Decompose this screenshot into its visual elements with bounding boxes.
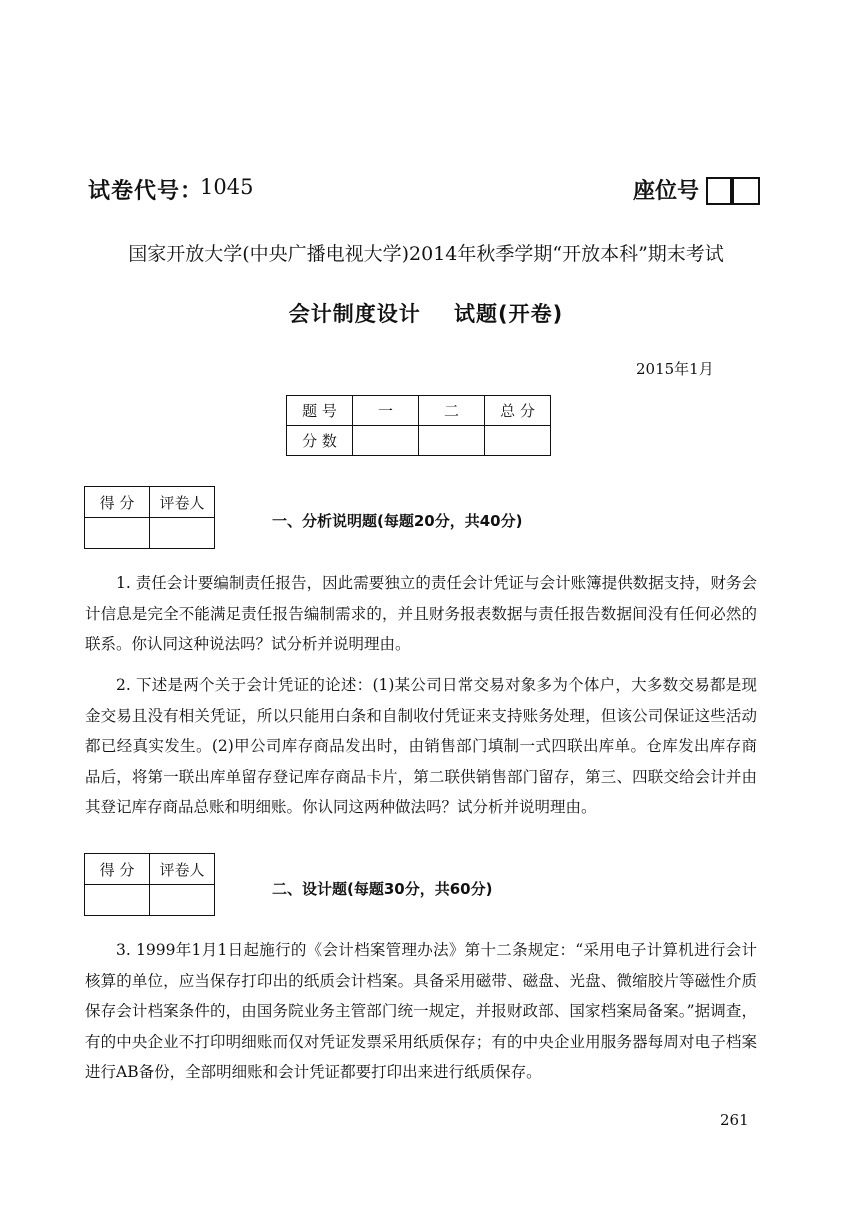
seat-number-label: 座位号 bbox=[633, 179, 700, 204]
table-cell: 一 bbox=[353, 396, 419, 426]
section-title: 一、分析说明题(每题20分，共40分) bbox=[272, 512, 523, 530]
grader-table bbox=[84, 853, 215, 916]
grader-header: 评卷人 bbox=[150, 854, 215, 885]
table-cell bbox=[85, 518, 150, 549]
table-row bbox=[85, 487, 215, 518]
table-cell bbox=[419, 426, 485, 456]
exam-date: 2015年1月 bbox=[636, 360, 714, 378]
seat-number-box bbox=[730, 177, 760, 205]
table-cell: 总 分 bbox=[485, 396, 551, 426]
table-cell bbox=[353, 426, 419, 456]
score-table bbox=[286, 395, 551, 456]
question-text: 2. 下述是两个关于会计凭证的论述：(1)某公司日常交易对象多为个体户，大多数交易都是现金交易且没有相关凭证，所以只能用白条和自制收付凭证来支持账务处理，但该公司保证这些活动都已经真实发生。(2)甲公司库存商品发出时，由销售部门填制一式四联出库单。仓库发出库存商品后，将第一联出库单留存登记库存商品卡片，第二联供销售部门留存，第三、四联交给会计并由其登记库存商品总账和明细账。你认同这两种做法吗？试分析并说明理由。 bbox=[85, 676, 757, 816]
table-cell bbox=[485, 426, 551, 456]
exam-title: 国家开放大学(中央广播电视大学)2014年秋季学期“开放本科”期末考试 bbox=[128, 243, 724, 265]
table-cell bbox=[150, 518, 215, 549]
score-header: 得 分 bbox=[85, 487, 150, 518]
table-row bbox=[85, 854, 215, 885]
paper-title: 会计制度设计 试题(开卷) bbox=[288, 302, 564, 326]
section-title: 二、设计题(每题30分，共60分) bbox=[272, 880, 493, 898]
table-row bbox=[287, 426, 551, 456]
page-number: 261 bbox=[720, 1111, 749, 1129]
table-cell: 二 bbox=[419, 396, 485, 426]
table-cell: 题 号 bbox=[287, 396, 353, 426]
table-row bbox=[85, 518, 215, 549]
table-cell bbox=[85, 885, 150, 916]
table-row bbox=[287, 396, 551, 426]
grader-table bbox=[84, 486, 215, 549]
table-cell bbox=[150, 885, 215, 916]
exam-code-label: 试卷代号： bbox=[88, 179, 204, 204]
question-text: 3. 1999年1月1日起施行的《会计档案管理办法》第十二条规定：“采用电子计算机进行会计核算的单位，应当保存打印出的纸质会计档案。具备采用磁带、磁盘、光盘、微缩胶片等磁性介质保存会计档案条件的，由国务院业务主管部门统一规定，并报财政部、国家档案局备案。”据调查，有的中央企业不打印明细账而仅对凭证发票采用纸质保存；有的中央企业用服务器每周对电子档案进行AB备份，全部明细账和会计凭证都要打印出来进行纸质保存。 bbox=[85, 941, 757, 1081]
exam-code-value: 1045 bbox=[200, 175, 254, 199]
score-header: 得 分 bbox=[85, 854, 150, 885]
grader-header: 评卷人 bbox=[150, 487, 215, 518]
question-text: 1. 责任会计要编制责任报告，因此需要独立的责任会计凭证与会计账簿提供数据支持，财务会计信息是完全不能满足责任报告编制需求的，并且财务报表数据与责任报告数据间没有任何必然的联系。你认同这种说法吗？试分析并说明理由。 bbox=[85, 574, 757, 653]
table-cell: 分 数 bbox=[287, 426, 353, 456]
table-row bbox=[85, 885, 215, 916]
